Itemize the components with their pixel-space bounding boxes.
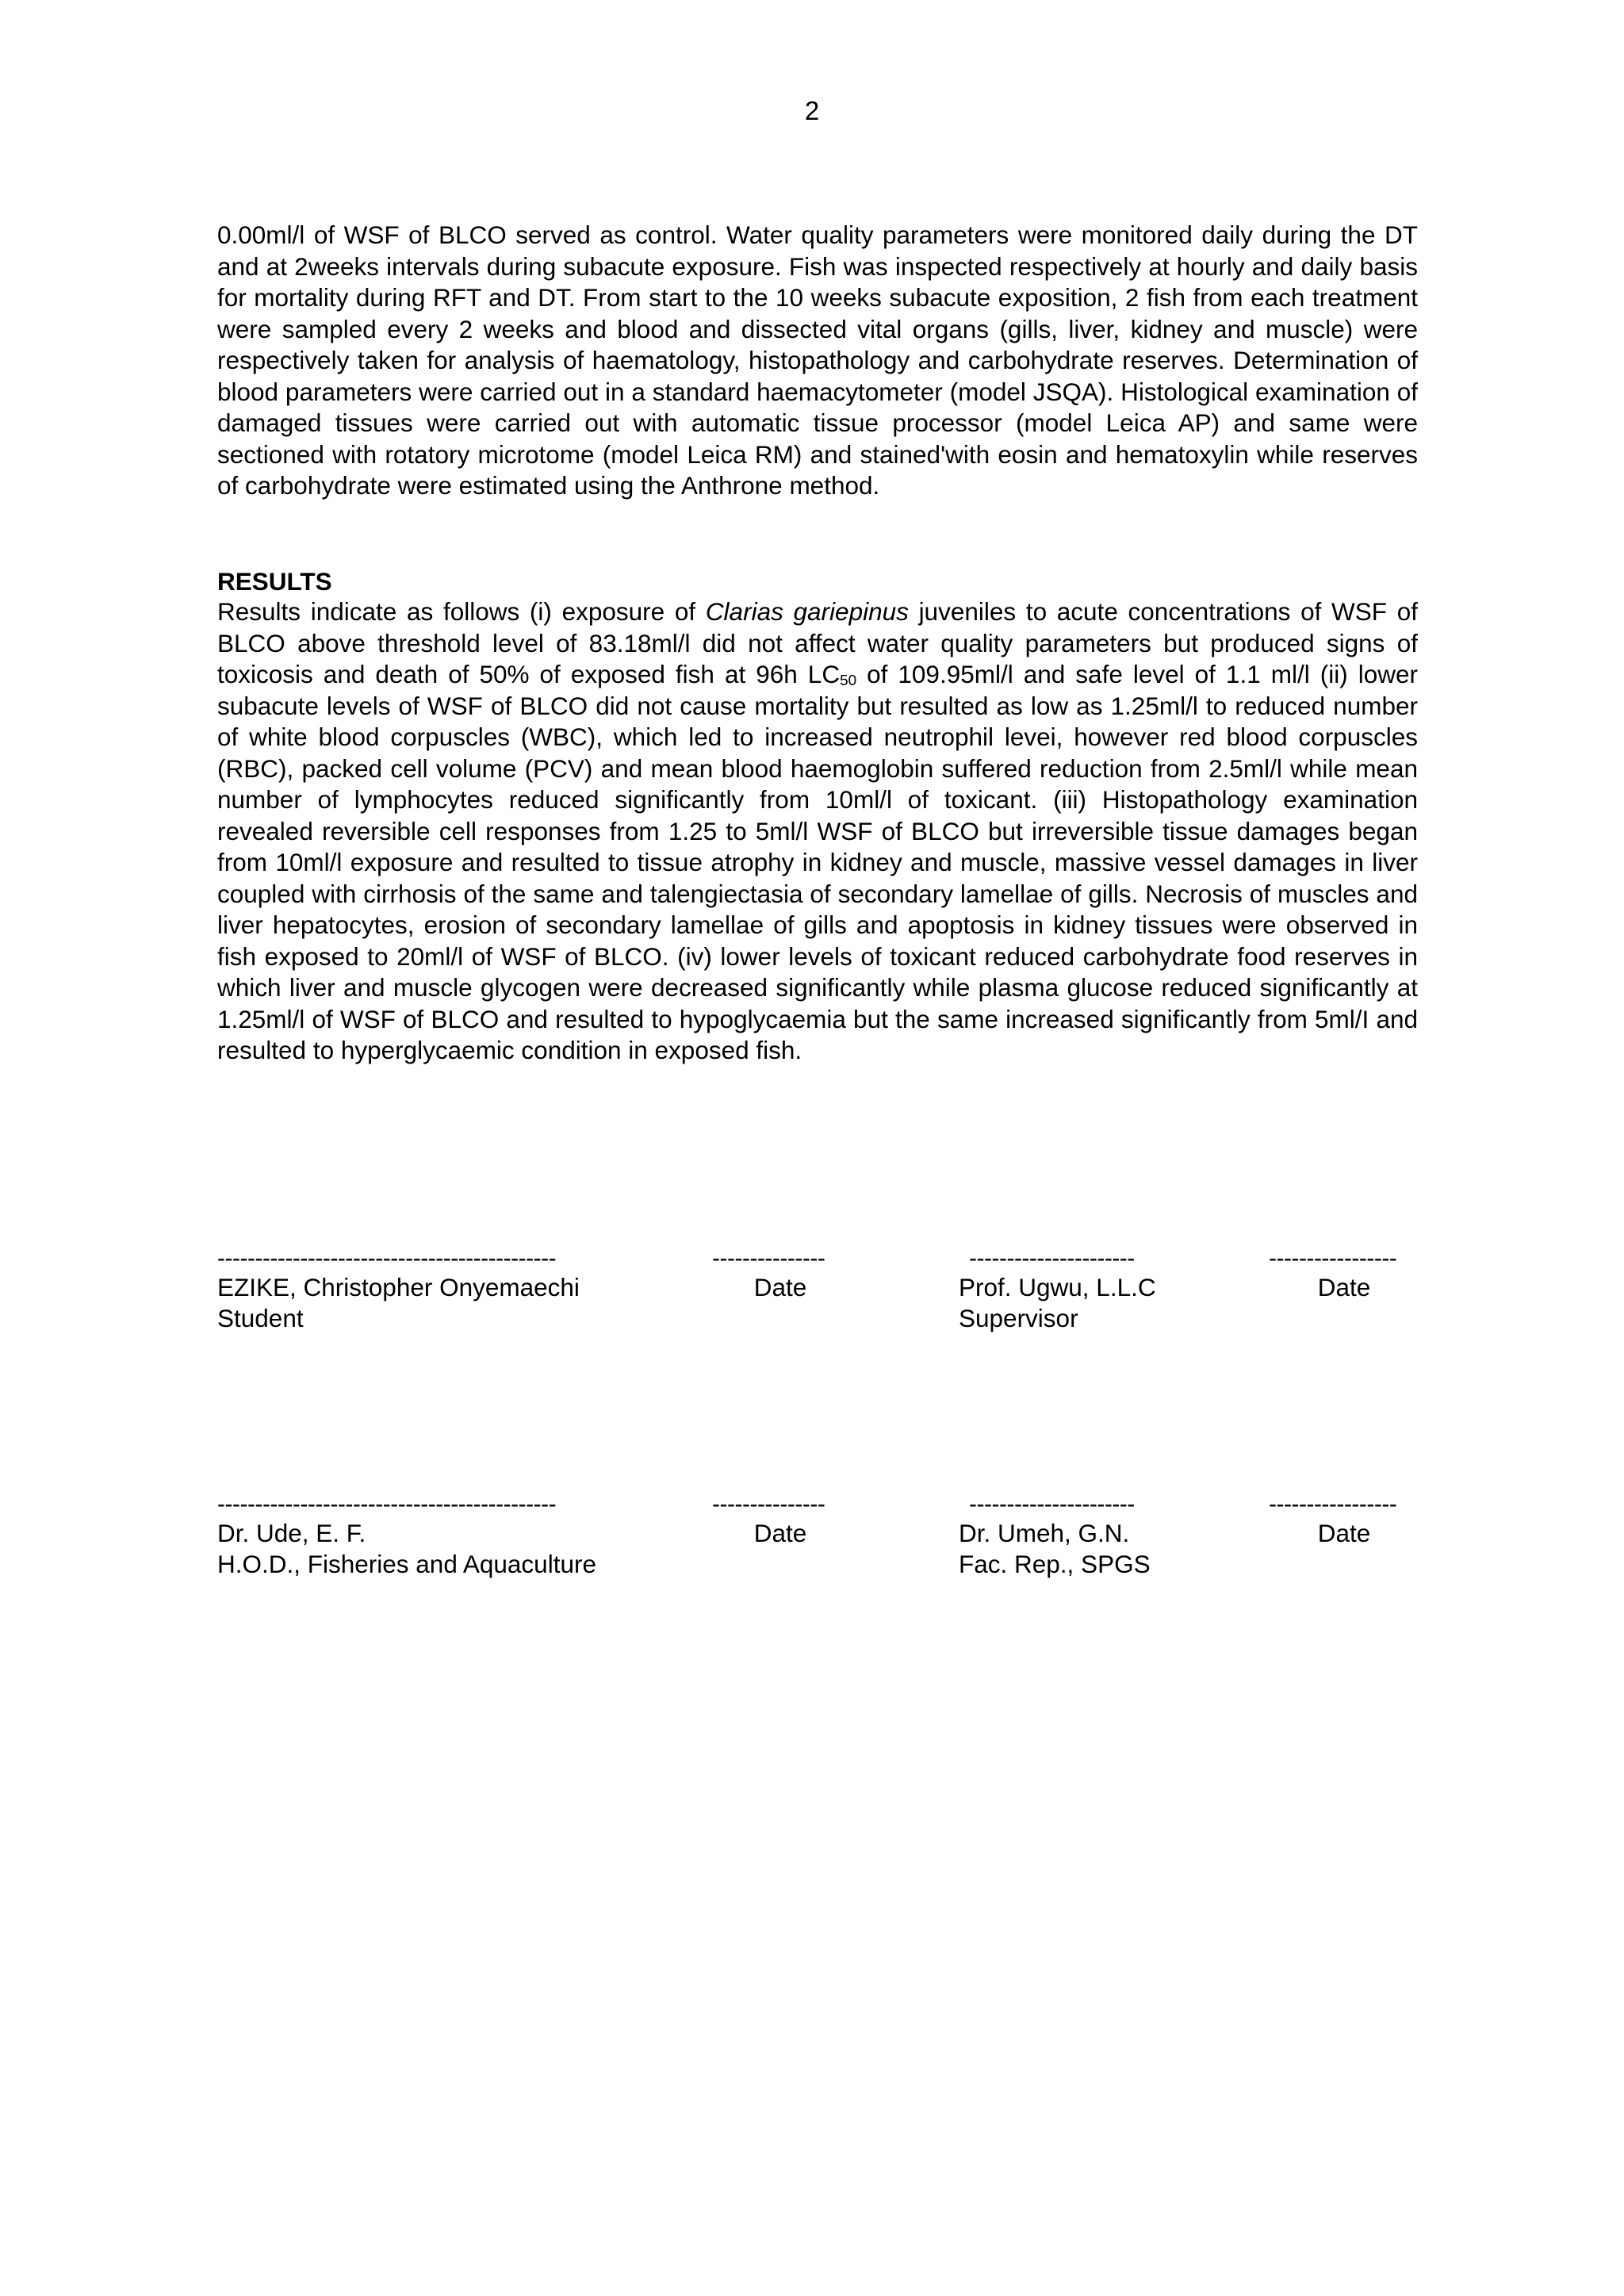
results-heading: RESULTS <box>217 567 332 596</box>
date-label-facrep: Date <box>1317 1519 1371 1547</box>
facrep-name: Dr. Umeh, G.N. <box>959 1519 1130 1547</box>
signature-line-supervisor: ---------------------- <box>969 1247 1135 1271</box>
supervisor-role: Supervisor <box>959 1304 1078 1332</box>
date-label-hod: Date <box>753 1519 807 1547</box>
facrep-role: Fac. Rep., SPGS <box>959 1550 1151 1578</box>
date-line-facrep: ----------------- <box>1269 1493 1397 1516</box>
date-label-student: Date <box>753 1273 807 1301</box>
lc-subscript: 50 <box>840 673 857 689</box>
page-number: 2 <box>804 96 820 125</box>
results-text-part3: of 109.95ml/l and safe level of 1.1 ml/l (ii) lower subacute levels of WSF of BLCO did not cause mortality but resulted as low as 1.25ml/l to reduced number of white blood corpuscles (WBC), which led to increased neutrophil levei, however red blood corpuscles (RBC), packed cell volume (PCV) and mean blood haemoglobin suffered reduction from 2.5ml/l while mean number of lymphocytes reduced significantly from 10ml/l of toxicant. (iii) Histopathology examination revealed reversible cell responses from 1.25 to 5ml/l WSF of BLCO but irreversible tissue damages began from 10ml/l exposure and resulted to tissue atrophy in kidney and muscle, massive vessel damages in liver coupled with cirrhosis of the same and talengiectasia of secondary lamellae of gills. Necrosis of muscles and liver hepatocytes, erosion of secondary lamellae of gills and apoptosis in kidney tissues were observed in fish exposed to 20ml/l of WSF of BLCO. (iv) lower levels of toxicant reduced carbohydrate food reserves in which liver and muscle glycogen were decreased significantly while plasma glucose reduced significantly at 1.25ml/l of WSF of BLCO and resulted to hypoglycaemia but the same increased significantly from 5ml/I and resulted to hyperglycaemic condition in exposed fish. <box>217 660 1418 1064</box>
student-name: EZIKE, Christopher Onyemaechi <box>217 1273 580 1301</box>
results-text-part2: juveniles to acute concentrations of WSF of BLCO above threshold level of 83.18ml/l did not affect water quality parameters but produced signs of toxicosis and death of 50% of exposed fish at 96h LC <box>217 597 1418 688</box>
date-line-supervisor: ----------------- <box>1269 1247 1397 1271</box>
student-role: Student <box>217 1304 304 1332</box>
supervisor-name: Prof. Ugwu, L.L.C <box>959 1273 1156 1301</box>
date-label-supervisor: Date <box>1317 1273 1371 1301</box>
hod-role: H.O.D., Fisheries and Aquaculture <box>217 1550 596 1578</box>
date-line-student: --------------- <box>712 1247 825 1271</box>
results-text-part1: Results indicate as follows (i) exposure of <box>217 597 706 626</box>
date-line-hod: --------------- <box>712 1493 825 1516</box>
signature-line-facrep: ---------------------- <box>969 1493 1135 1516</box>
signature-line-student: --------------------------------------------- <box>217 1247 557 1271</box>
signature-line-hod: --------------------------------------------- <box>217 1493 557 1516</box>
methods-paragraph: 0.00ml/l of WSF of BLCO served as control. Water quality parameters were monitored daily during the DT and at 2weeks intervals during subacute exposure. Fish was inspected respectively at hourly and daily basis for mortality during RFT and DT. From start to the 10 weeks subacute exposition, 2 fish from each treatment were sampled every 2 weeks and blood and dissected vital organs (gills, liver, kidney and muscle) were respectively taken for analysis of haematology, histopathology and carbohydrate reserves. Determination of blood parameters were carried out in a standard haemacytometer (model JSQA). Histological examination of damaged tissues were carried out with automatic tissue processor (model Leica AP) and same were sectioned with rotatory microtome (model Leica RM) and stained'with eosin and hematoxylin while reserves of carbohydrate were estimated using the Anthrone method. <box>217 220 1418 500</box>
results-paragraph <box>217 596 1418 1067</box>
hod-name: Dr. Ude, E. F. <box>217 1519 366 1547</box>
species-name: Clarias gariepinus <box>705 597 909 626</box>
